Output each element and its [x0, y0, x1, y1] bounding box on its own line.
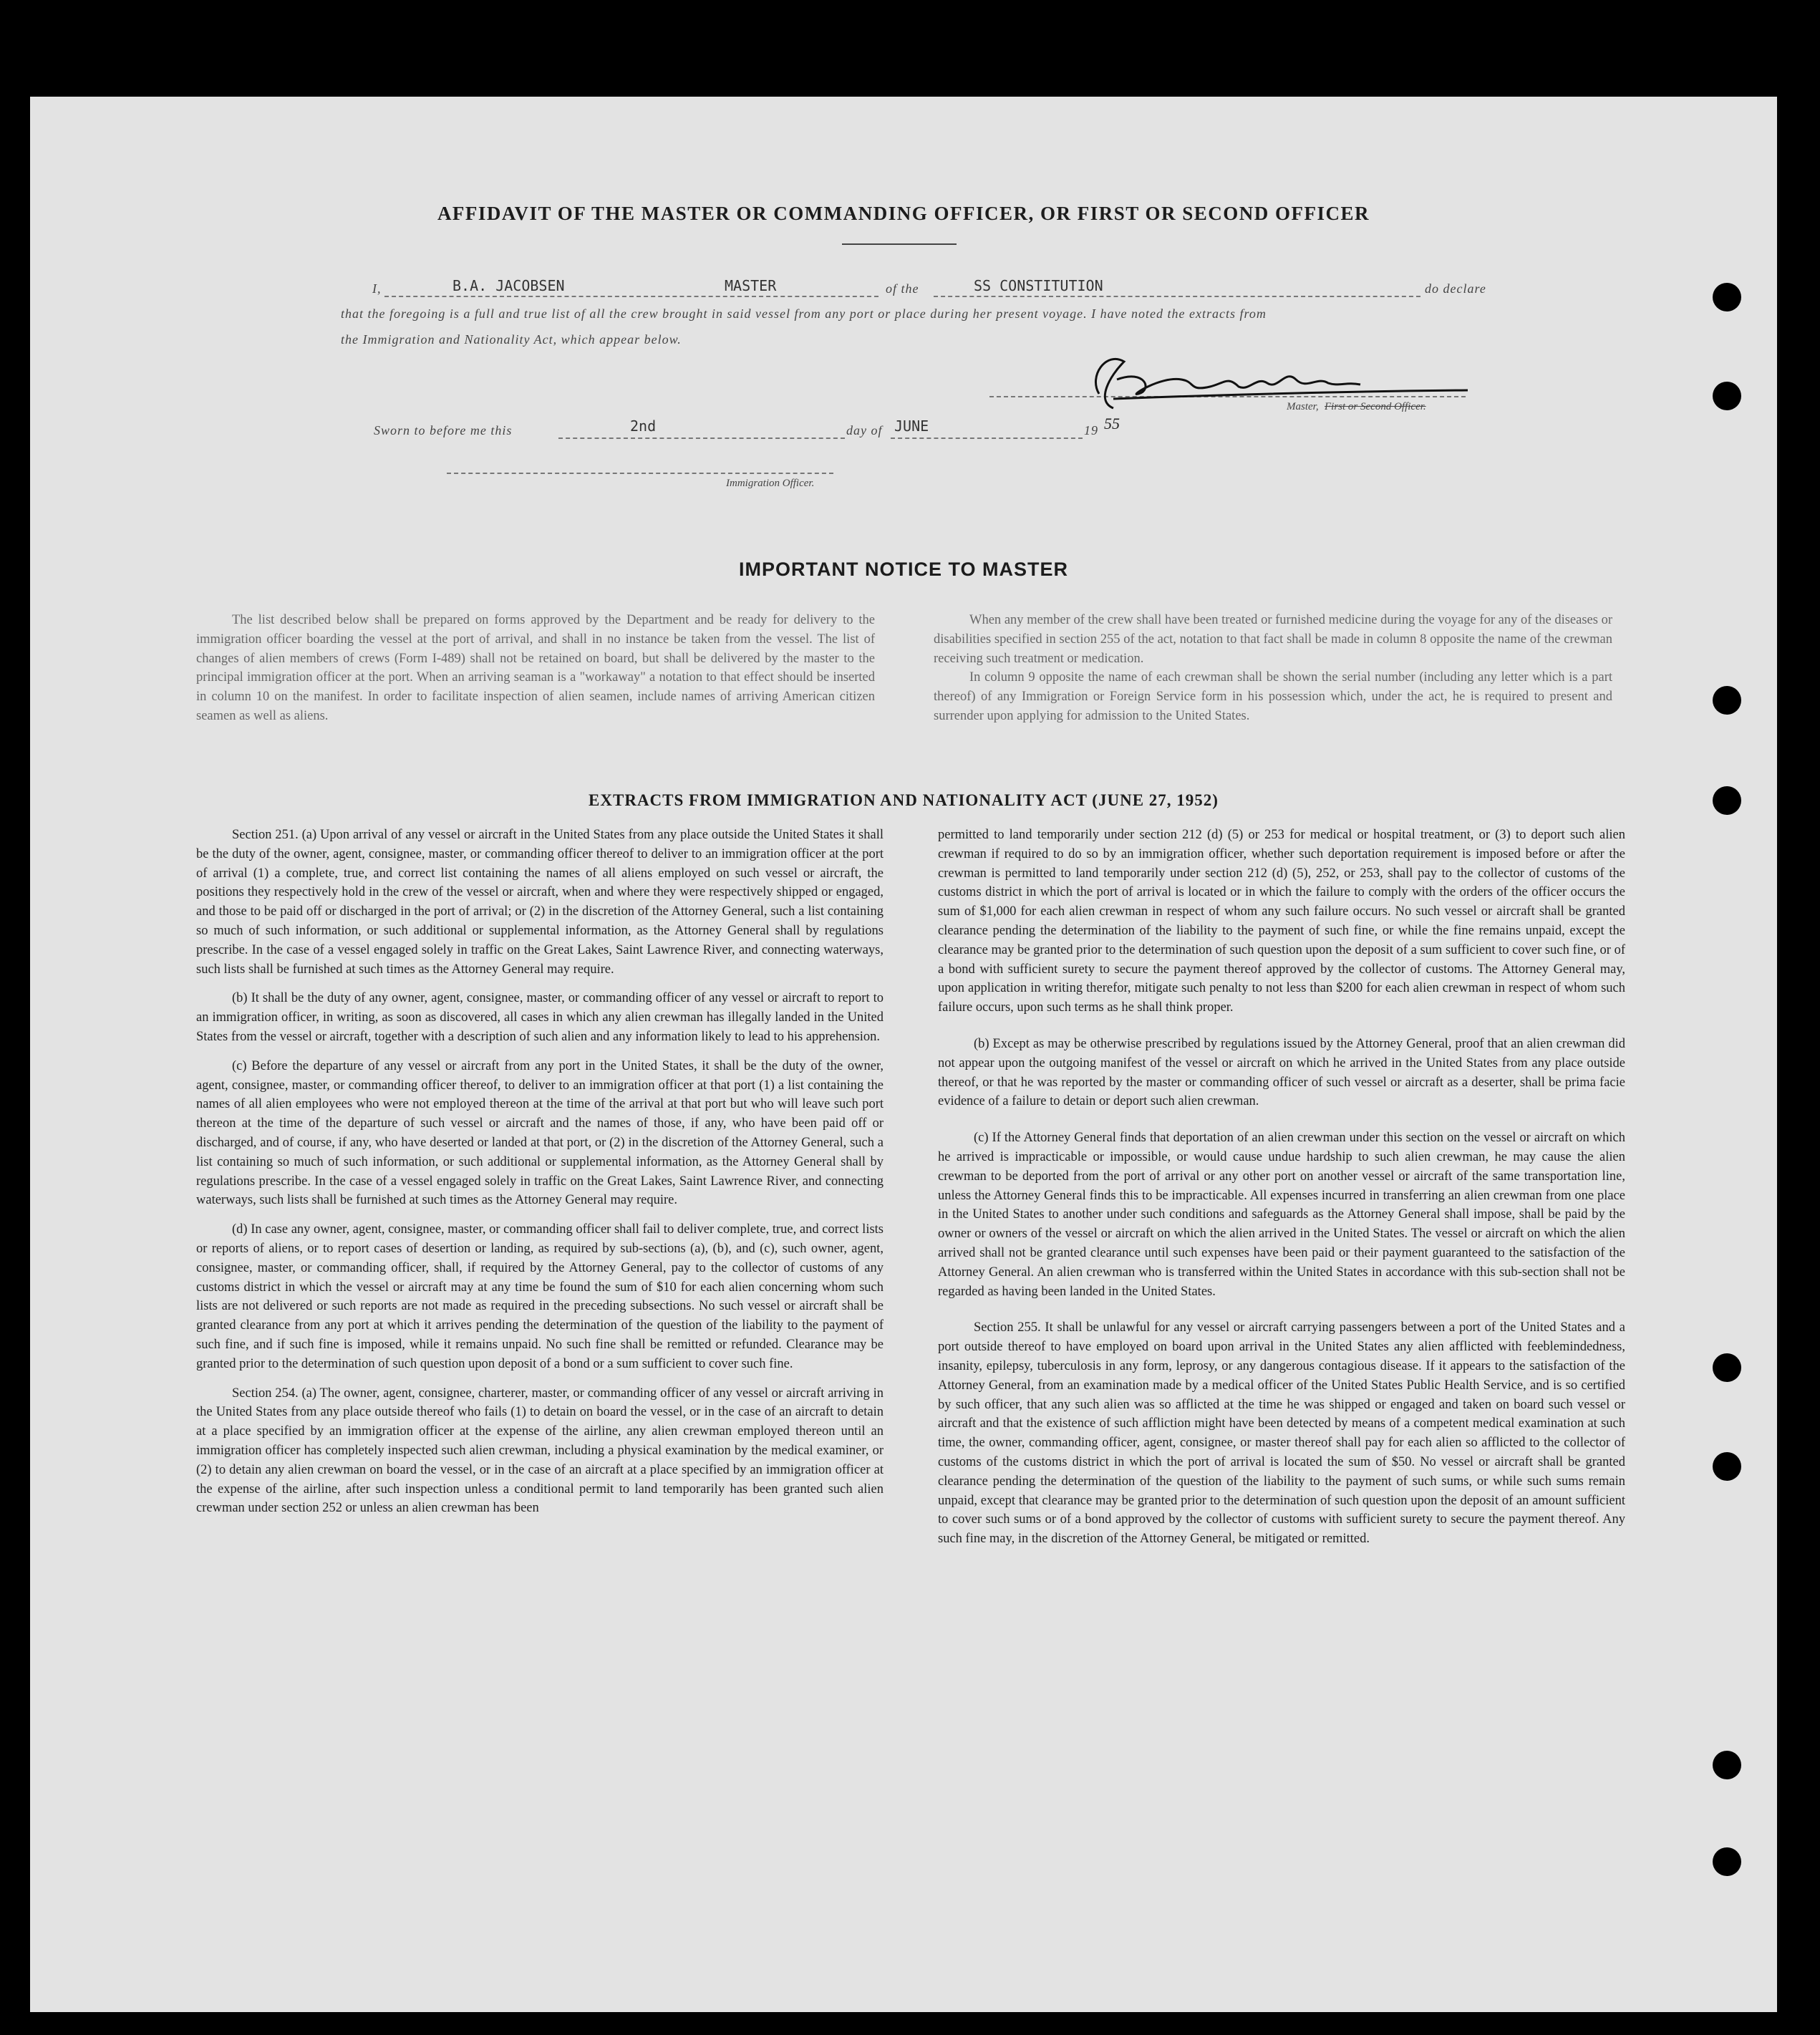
- binder-hole: [1713, 283, 1741, 311]
- sworn-month-line: [891, 438, 1083, 439]
- notice-right-paragraph-2: In column 9 opposite the name of each crewman shall be shown the serial number (including any letter which is a part thereof) of any Immigration or Foreign Service form in his possession which, under the act, he is required to present and surrender upon applying for admission to the United States.: [934, 670, 1612, 723]
- year-prefix: 19: [1084, 423, 1098, 438]
- binder-hole: [1713, 1751, 1741, 1779]
- extracts-title: EXTRACTS FROM IMMIGRATION AND NATIONALITY ACT (JUNE 27, 1952): [589, 791, 1219, 809]
- sworn-label: Sworn to before me this: [374, 423, 513, 438]
- section-251-b: (b) It shall be the duty of any owner, agent, consignee, master, or commanding officer of any vessel or aircraft to report to an immigration officer, in writing, as soon as discovered, all cases in which any alien crewman has illegally landed in the United States from the vessel or aircraft, together with a description of such alien and any information likely to lead to his apprehension.: [196, 991, 884, 1044]
- name-line: [384, 296, 878, 297]
- binder-hole: [1713, 786, 1741, 815]
- master-name: B.A. JACOBSEN: [452, 277, 565, 294]
- section-255: Section 255. It shall be unlawful for any vessel or aircraft carrying passengers between a port of the United States and a port outside thereof to have employed on board upon arrival in the United States any alien afflicted with feeblemindedness, insanity, epilepsy, tuberculosis in any form, leprosy, or any dangerous contagious disease. If it appears to the satisfaction of the Attorney General, from an examination made by a medical officer of the United States Public Health Service, and is so certified by such officer, that any such alien was so afflicted at the time he was shipped or engaged and taken on board such vessel or aircraft and that the existence of such affliction might have been detected by means of a competent medical examination at such time, the owner, commanding officer, agent, consignee, or master thereof shall pay for each alien so afflicted to the collector of customs of the customs district in which the port of arrival is located the sum of $50. No vessel or aircraft shall be granted clearance pending the determination of the question of the liability to the payment of such sums, or while such sums remain unpaid, except that clearance may be granted prior to the determination of such question upon the deposit of an amount sufficient to cover such sums or of a bond approved by the collector of customs with sufficient surety to secure the payment thereof. Any such fine may, in the discretion of the Attorney General, be mitigated or remitted.: [938, 1320, 1625, 1547]
- immigration-officer-caption: Immigration Officer.: [726, 478, 815, 489]
- declaration-line-3: the Immigration and Nationality Act, which appear below.: [341, 332, 682, 347]
- signature-caption-master: Master,: [1287, 401, 1319, 412]
- sworn-month: JUNE: [894, 417, 929, 435]
- document-page: [30, 97, 1777, 2012]
- binder-hole: [1713, 1353, 1741, 1382]
- binder-hole: [1713, 382, 1741, 410]
- affidavit-title: AFFIDAVIT OF THE MASTER OR COMMANDING OFFICER, OR FIRST OR SECOND OFFICER: [437, 203, 1370, 224]
- vessel-name: SS CONSTITUTION: [974, 277, 1103, 294]
- vessel-line: [934, 296, 1420, 297]
- of-the-label: of the: [886, 281, 919, 296]
- section-254-b: (b) Except as may be otherwise prescribed by regulations issued by the Attorney General, proof that an alien crewman did not appear upon the outgoing manifest of the vessel or aircraft on which he arrived in the United States from any place outside thereof, or that he was reported by the master or commanding officer of such vessel or aircraft as a deserter, shall be prima facie evidence of a failure to detain or deport such alien crewman.: [938, 1036, 1625, 1109]
- notice-left-paragraph: The list described below shall be prepared on forms approved by the Department and be ready for delivery to the immigration officer boarding the vessel at the port of arrival, and shall in no instance be taken from the vessel. The list of changes of alien members of crews (Form I-489) shall not be retained on board, but shall be delivered by the master to the principal immigration officer at the port. When an arriving seaman is a "workaway" a notation to that effect should be inserted in column 10 on the manifest. In order to facilitate inspection of alien seamen, include names of arriving American citizen seamen as well as aliens.: [196, 613, 875, 723]
- sworn-day: 2nd: [630, 417, 657, 435]
- year-suffix: 55: [1104, 415, 1120, 432]
- notice-left-column: [196, 611, 875, 726]
- section-254-a: Section 254. (a) The owner, agent, consignee, charterer, master, or commanding officer of any vessel or aircraft arriving in the United States from any place outside thereof who fails (1) to detain on board the vessel, or in the case of an aircraft to detain at a place specified by an immigration officer at the expense of the airline, any alien crewman employed thereon until an immigration officer has completely inspected such alien crewman, including a physical examination by the medical examiner, or (2) to detain any alien crewman on board the vessel, or in the case of an aircraft at a place specified by an immigration officer at the expense of the airline, after such inspection unless a conditional permit to land temporarily has been granted such alien crewman under section 252 or unless an alien crewman has been: [196, 1386, 884, 1516]
- sworn-day-line: [558, 438, 845, 439]
- section-251-c: (c) Before the departure of any vessel or aircraft from any port in the United States, it shall be the duty of the owner, agent, consignee, master, or commanding officer thereof, to deliver to an immigration officer at that port (1) a list containing the names of all alien employees who were not employed thereon at the time of the arrival at that port but who will leave such port thereon at the time of the departure of such vessel or aircraft and the names of those, if any, who have been paid off or discharged, and of course, if any, who have deserted or landed at that port, or (2) in the discretion of the Attorney General, such a list containing so much of such information, or such additional or supplemental information, as the Attorney General shall by regulations prescribe. In the case of a vessel engaged solely in traffic on the Great Lakes, Saint Lawrence River, and connecting waterways, such lists shall be furnished at such times as the Attorney General may require.: [196, 1058, 884, 1208]
- declaration-line-2: that the foregoing is a full and true list of all the crew brought in said vessel from any port or place during her present voyage. I have noted the extracts from: [341, 306, 1267, 321]
- notice-right-column: [934, 611, 1612, 726]
- title-underline: [842, 243, 957, 245]
- notice-title: IMPORTANT NOTICE TO MASTER: [739, 559, 1068, 580]
- binder-hole: [1713, 1452, 1741, 1481]
- notice-right-paragraph-1: When any member of the crew shall have been treated or furnished medicine during the voyage for any of the diseases or disabilities specified in section 255 of the act, notation to that fact shall be made in column 8 opposite the name of the crewman receiving such treatment or medication.: [934, 613, 1612, 666]
- master-rank: MASTER: [725, 277, 777, 294]
- immigration-officer-line: [447, 473, 833, 474]
- binder-hole: [1713, 686, 1741, 715]
- i-label: I,: [372, 281, 382, 296]
- signature-caption-struck: First or Second Officer.: [1325, 401, 1426, 412]
- section-254-a-continued: permitted to land temporarily under section 212 (d) (5) or 253 for medical or hospital treatment, or (3) to deport such alien crewman if required to do so by an immigration officer, whether such deportation requirement is imposed before or after the crewman is permitted to land temporarily under section 212 (d) (5), 252, or 253, shall pay to the collector of customs of the customs district in which the port of arrival is located or in which the failure to comply with the orders of the officer occurs the sum of $1,000 for each alien crewman in respect of whom any such failure occurs. No such vessel or aircraft shall be granted clearance pending the determination of the liability to the payment of such fine, or while the fine remains unpaid, except the clearance may be granted prior to the determination of such question upon the deposit of a sum sufficient to cover such fine, or of a bond with sufficient surety to secure the payment thereof approved by the collector of customs. The Attorney General may, upon application in writing therefor, mitigate such penalty to not less than $200 for each alien crewman in respect of whom such failure occurs, upon such terms as he shall think proper.: [938, 828, 1625, 1015]
- do-declare-label: do declare: [1425, 281, 1486, 296]
- section-254-c: (c) If the Attorney General finds that deportation of an alien crewman under this section on the vessel or aircraft on which he arrived is impracticable or impossible, or would cause undue hardship to such alien crewman, he may cause the alien crewman to be deported from the port of arrival or any other port on another vessel or aircraft of the same transportation line, unless the Attorney General finds this to be impracticable. All expenses incurred in transferring an alien crewman from one place in the United States to another under such conditions and safeguards as the Attorney General shall impose, shall be paid by the owner or owners of the vessel or aircraft on which the alien arrived in the United States. The vessel or aircraft on which the alien arrived shall not be granted clearance until such expenses have been paid or their payment guaranteed to the satisfaction of the Attorney General. An alien crewman who is transferred within the United States in accordance with this sub-section shall not be regarded as having been landed in the United States.: [938, 1131, 1625, 1299]
- section-251-d: (d) In case any owner, agent, consignee, master, or commanding officer shall fail to deliver complete, true, and correct lists or reports of aliens, or to report cases of desertion or landing, as required by sub-sections (a), (b), and (c), such owner, agent, consignee, master, or commanding officer, shall, if required by the Attorney General, pay to the collector of customs of any customs district in which the vessel or aircraft may at any time be found the sum of $10 for each alien concerning whom such lists are not delivered or such reports are not made as required in the preceding subsections. No such vessel or aircraft shall be granted clearance from any port at which it arrives pending the determination of the question of the liability to the payment of such fine, and if such fine is imposed, while it remains unpaid. No such fine shall be remitted or refunded. Clearance may be granted prior to the determination of such question upon deposit of a bond or a sum sufficient to cover such fine.: [196, 1222, 884, 1371]
- extracts-right-column: [938, 826, 1625, 1549]
- section-251-a: Section 251. (a) Upon arrival of any vessel or aircraft in the United States from any place outside the United States it shall be the duty of the owner, agent, consignee, master, or commanding officer thereof to deliver to an immigration officer at the port of arrival (1) a complete, true, and correct list containing the names of all aliens employed on such vessel or aircraft, the positions they respectively hold in the crew of the vessel or aircraft, when and where they were respectively shipped or engaged, and those to be paid off or discharged in the port of arrival; or (2) in the discretion of the Attorney General, such a list containing so much of such information, or such additional or supplemental information, as the Attorney General shall by regulations prescribe. In the case of a vessel engaged solely in traffic on the Great Lakes, Saint Lawrence River, and connecting waterways, such lists shall be furnished at such times as the Attorney General may require.: [196, 828, 884, 977]
- day-of-label: day of: [846, 423, 883, 438]
- binder-hole: [1713, 1847, 1741, 1876]
- extracts-left-column: [196, 826, 884, 1518]
